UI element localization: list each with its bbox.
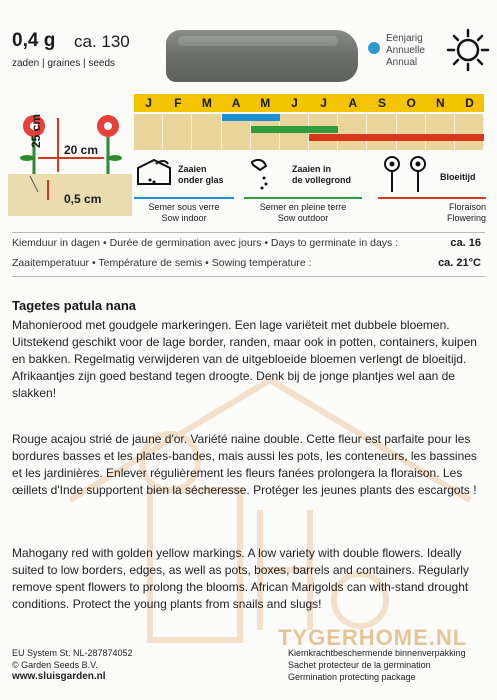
footer-left	[12, 647, 133, 683]
month-7: J	[320, 96, 327, 110]
sow-indoor-bar	[222, 114, 280, 121]
sow-outdoor-bar	[251, 126, 339, 133]
sow-indoor-line	[134, 197, 234, 199]
flowering-label: Bloeitijd	[440, 172, 476, 182]
month-8: A	[348, 96, 358, 110]
calendar-cell-11	[426, 114, 455, 150]
protect-fr: Sachet protecteur de la germination	[288, 660, 431, 670]
calendar-cell-3	[192, 114, 221, 150]
sow-indoor-icon	[134, 154, 174, 194]
temperature-value: ca. 21°C	[438, 257, 481, 269]
calendar-months	[134, 94, 484, 112]
height-measurement: 25 cm	[29, 113, 43, 148]
germination-text: Kiemduur in dagen • Durée de germination avec jours • Days to germinate in days :	[12, 237, 399, 249]
month-9: S	[377, 96, 386, 110]
watermark-text: TYGERHOME.NL	[278, 625, 468, 650]
flowering-line	[378, 197, 486, 199]
calendar-cell-8	[338, 114, 367, 150]
germination-value: ca. 16	[450, 237, 481, 249]
seed-pouch-image	[166, 30, 358, 82]
annual-dot-icon	[368, 42, 380, 54]
sow-outdoor-icon	[244, 154, 284, 194]
description-nl: Mahonierood met goudgele markeringen. Een lage variëteit met dubbele bloemen. Uitstekend geschikt voor de lage border, randen, maar ook in potten, containers, kuipen en bakken. Regelmatig verwijderen van de uitgebloeide bloemen verlengt de bloeitijd. Afrikaantjes zijn goed bestand tegen droogte. Denk bij de jonge plantjes wel aan de slakken!	[12, 318, 477, 400]
sow-outdoor-sub: Semer en pleine terre Sow outdoor	[259, 202, 347, 223]
copyright: © Garden Seeds B.V.	[12, 660, 98, 670]
seed-weight: 0,4 g	[12, 30, 56, 51]
month-1: J	[145, 96, 152, 110]
month-6: J	[291, 96, 298, 110]
month-10: O	[406, 96, 416, 110]
flowering-sub: Floraison Flowering	[446, 202, 486, 223]
full-sun-icon	[446, 28, 490, 72]
calendar-cell-1	[134, 114, 163, 150]
sow-outdoor-line	[244, 197, 362, 199]
sow-outdoor-label: Zaaien in de vollegrond	[292, 164, 352, 185]
temperature-text: Zaaitemperatuur • Température de semis • Sowing temperature :	[12, 257, 312, 269]
sow-indoor-sub: Semer sous verre Sow indoor	[148, 202, 220, 223]
month-11: N	[435, 96, 445, 110]
footer-right	[288, 647, 466, 683]
product-title: Tagetes patula nana	[12, 298, 137, 313]
eu-system: EU System St. NL-287874052	[12, 648, 133, 658]
calendar-cell-9	[367, 114, 396, 150]
divider-top	[12, 232, 485, 233]
description-fr: Rouge acajou strié de jaune d'or. Variété naine double. Cette fleur est parfaite pour les bordures basses et les plates-bandes, mais aussi les pots, les conteneurs, les bassines et les jardinières. Enlever régulièrement les fleurs fanées prolongera la floraison. Les œillets d'Inde supportent bien la sécheresse. Protéger les jeunes plants des escargots !	[12, 432, 477, 497]
website: www.sluisgarden.nl	[12, 671, 106, 682]
month-2: F	[174, 96, 182, 110]
description-en: Mahogany red with golden yellow markings. A low variety with double flowers. Ideally suited to low borders, edges, as well as pots, boxes, barrels and containers. Regularly remove spent flowers to prolong the blooms. African Marigolds can with-stand drought conditions. Protect the young plants from snails and slugs!	[12, 546, 469, 611]
calendar-cell-12	[455, 114, 484, 150]
flowering-icon	[378, 154, 434, 194]
annual-label: Eenjarig Annuelle Annual	[386, 33, 425, 68]
flowering-bar	[309, 134, 484, 141]
seed-count: ca. 130	[74, 32, 130, 51]
calendar-cell-10	[397, 114, 426, 150]
month-3: M	[201, 96, 212, 110]
divider-bottom	[12, 276, 485, 277]
protect-nl: Kiemkrachtbeschermende binnenverpakking	[288, 648, 466, 658]
depth-measurement: 0,5 cm	[64, 192, 102, 206]
month-5: M	[260, 96, 271, 110]
flower-right-icon	[97, 115, 122, 174]
month-4: A	[231, 96, 241, 110]
calendar-cell-2	[163, 114, 192, 150]
spacing-measurement: 20 cm	[64, 143, 99, 157]
units-label: zaden | graines | seeds	[12, 58, 116, 69]
sow-indoor-label: Zaaien onder glas	[178, 164, 224, 185]
month-12: D	[465, 96, 474, 110]
protect-en: Germination protecting package	[288, 672, 416, 682]
